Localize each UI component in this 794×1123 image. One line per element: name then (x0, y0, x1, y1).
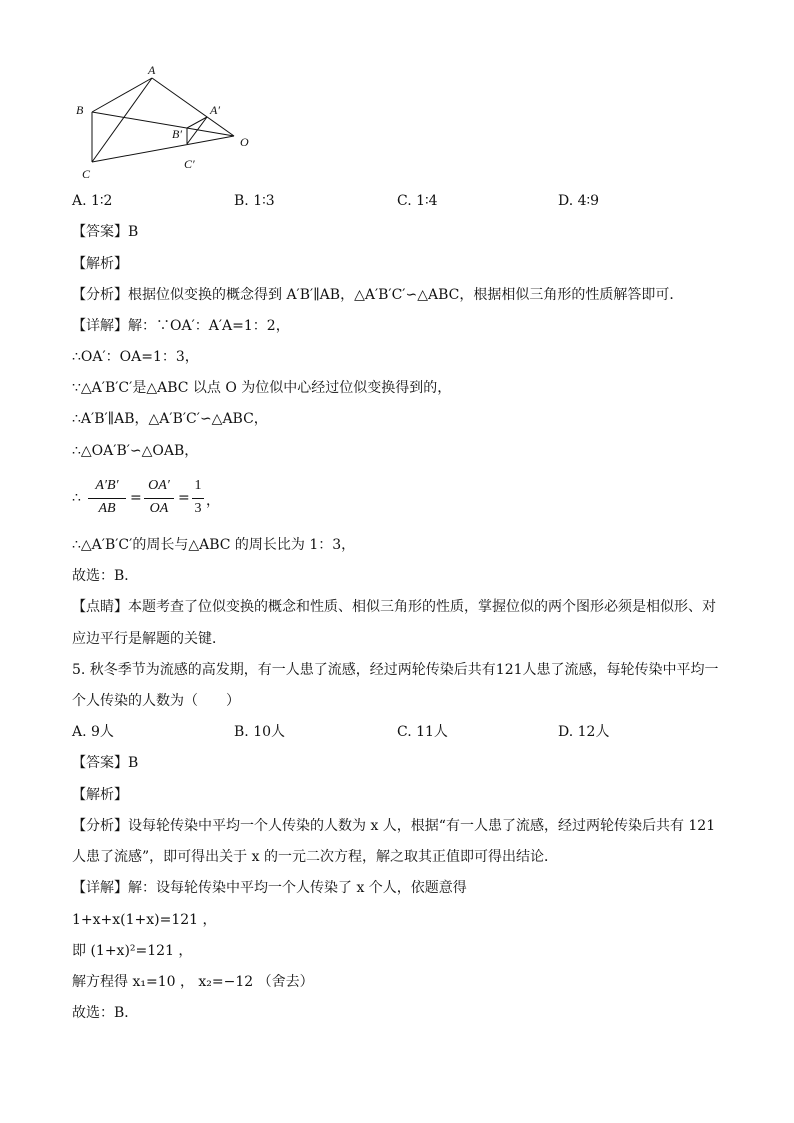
q5-equation-line: 1+x+x(1+x)=121 ， (72, 912, 217, 928)
q4-analysis-line: ∴△OA′B′∽△OAB， (72, 443, 199, 459)
q4-analysis-heading: 【解析】 (72, 256, 128, 272)
denominator: OA (149, 501, 169, 516)
q4-option-d: D. 4∶9 (558, 193, 600, 209)
equals: = (130, 490, 142, 506)
q4-analysis-line: ∴A′B′∥AB，△A′B′C′∽△ABC， (72, 411, 268, 427)
label-B: B (76, 103, 84, 117)
denominator: AB (98, 501, 116, 516)
q5-analysis-line: 【分析】设每轮传染中平均一个人传染的人数为 x 人，根据“有一人患了流感，经过两轮传染后共有 121 (72, 818, 716, 834)
fraction-bar (192, 498, 204, 499)
fraction-bar (144, 498, 174, 499)
q4-comment-line: 应边平行是解题的关键． (72, 631, 226, 647)
fraction-oa (144, 478, 174, 522)
therefore-symbol: ∴ (72, 490, 81, 506)
denominator: 3 (194, 501, 202, 516)
q4-analysis-line: 【分析】根据位似变换的概念得到 A′B′∥AB，△A′B′C′∽△ABC，根据相似三角形的性质解答即可． (72, 287, 684, 303)
q4-analysis-line: ∴△A′B′C′的周长与△ABC 的周长比为 1：3， (72, 537, 356, 553)
q5-option-c: C. 11人 (397, 724, 448, 740)
q4-analysis-line: ∴OA′：OA=1：3， (72, 349, 199, 365)
fraction-ab (88, 478, 126, 522)
q5-option-b: B. 10人 (234, 724, 286, 740)
q4-answer: 【答案】B (72, 224, 139, 240)
q4-option-a: A. 1∶2 (72, 193, 113, 209)
label-O: O (240, 135, 249, 149)
q4-analysis-line: ∵△A′B′C′是△ABC 以点 O 为位似中心经过位似变换得到的， (72, 380, 452, 396)
q4-option-c: C. 1∶4 (397, 193, 438, 209)
q5-option-a: A. 9人 (72, 724, 114, 740)
label-A-prime: A′ (210, 103, 220, 117)
fraction-bar (88, 498, 126, 499)
numerator: 1 (194, 478, 202, 493)
q5-option-d: D. 12人 (558, 724, 610, 740)
q5-equation-line: 即 (1+x)²=121 ， (72, 943, 193, 959)
q4-comment-line: 【点睛】本题考查了位似变换的概念和性质、相似三角形的性质，掌握位似的两个图形必须是相似形、对 (72, 599, 716, 615)
comma: ， (206, 493, 220, 509)
similar-triangles-figure (70, 62, 270, 182)
numerator: OA′ (148, 478, 170, 493)
label-B-prime: B′ (172, 127, 182, 141)
equals: = (178, 490, 190, 506)
numerator: A′B′ (95, 478, 119, 493)
q5-stem-line: 5. 秋冬季节为流感的高发期，有一人患了流感，经过两轮传染后共有121人患了流感，每轮传染中平均一 (72, 662, 719, 678)
q4-analysis-line: 【详解】解：∵OA′：A′A=1：2， (72, 318, 290, 334)
label-A: A (148, 63, 156, 77)
q5-choice-line: 故选：B． (72, 1005, 139, 1021)
q5-analysis-line: 人患了流感”，即可得出关于 x 的一元二次方程，解之取其正值即可得出结论． (72, 849, 558, 865)
q5-analysis-line: 【详解】解：设每轮传染中平均一个人传染了 x 个人，依题意得 (72, 880, 467, 896)
q4-analysis-line: 故选：B． (72, 568, 139, 584)
q5-solution-line: 解方程得 x₁=10 ， x₂=−12 （舍去） (72, 974, 314, 990)
q5-stem-line: 个人传染的人数为（ ） (72, 693, 240, 709)
label-C-prime: C′ (184, 157, 195, 171)
label-C: C (82, 167, 91, 181)
q5-answer: 【答案】B (72, 755, 139, 771)
q5-analysis-heading: 【解析】 (72, 787, 128, 803)
q4-option-b: B. 1∶3 (234, 193, 275, 209)
fraction-one-third (192, 478, 204, 522)
